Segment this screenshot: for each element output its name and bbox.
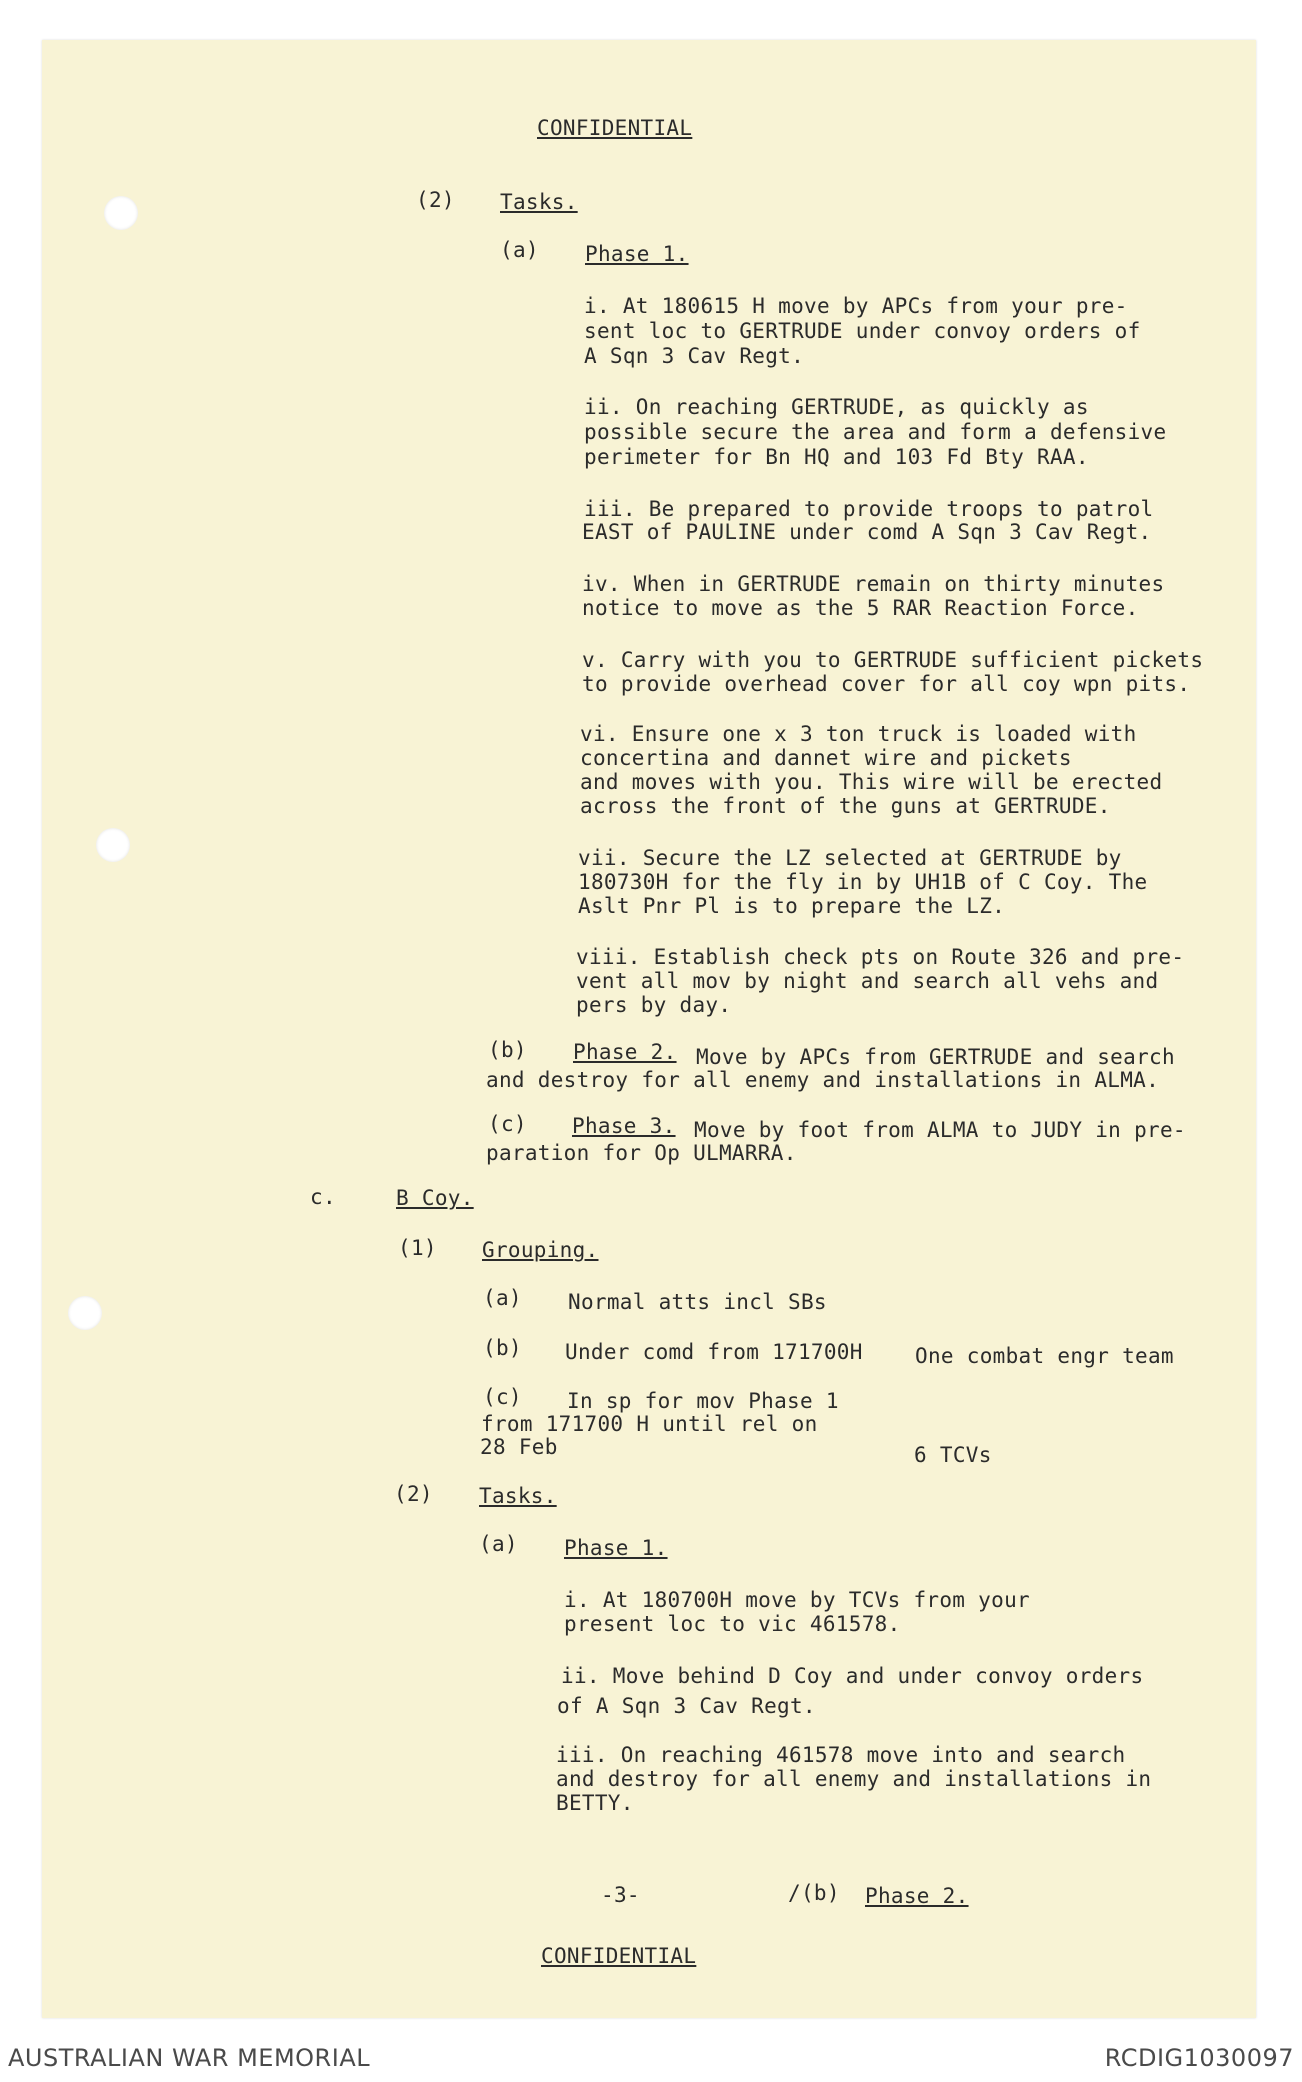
task-item-line: A Sqn 3 Cav Regt. <box>584 344 805 368</box>
task-item-line: iii. On reaching 461578 move into and search <box>556 1743 1126 1767</box>
b-tasks-number: (2) <box>394 1482 433 1506</box>
task-item-line: Aslt Pnr Pl is to prepare the LZ. <box>578 894 1006 918</box>
phase2-text: and destroy for all enemy and installations in ALMA. <box>486 1068 1160 1092</box>
phase1-heading: Phase 1. <box>585 242 689 266</box>
b-phase1-letter: (a) <box>479 1532 518 1556</box>
task-item-line: vent all mov by night and search all vehs and <box>576 969 1159 993</box>
task-item-line: viii. Establish check pts on Route 326 and pre- <box>576 945 1185 969</box>
grouping-a-text: Normal atts incl SBs <box>568 1290 827 1314</box>
phase2-letter: (b) <box>488 1038 527 1062</box>
punch-hole <box>68 1296 102 1330</box>
task-item-line: present loc to vic 461578. <box>564 1612 901 1636</box>
phase2-text: Move by APCs from GERTRUDE and search <box>696 1045 1175 1069</box>
classification-header: CONFIDENTIAL <box>537 116 693 140</box>
tasks-number: (2) <box>416 188 455 212</box>
grouping-c-value: 6 TCVs <box>914 1443 992 1467</box>
phase3-text: paration for Op ULMARRA. <box>486 1141 797 1165</box>
next-page-phase: Phase 2. <box>865 1884 969 1908</box>
task-item-line: vii. Secure the LZ selected at GERTRUDE by <box>578 846 1122 870</box>
grouping-c-text: In sp for mov Phase 1 <box>567 1389 839 1413</box>
punch-hole <box>96 828 130 862</box>
grouping-b-value: One combat engr team <box>915 1344 1174 1368</box>
punch-hole <box>104 196 138 230</box>
task-item-line: sent loc to GERTRUDE under convoy orders of <box>584 319 1141 343</box>
b-phase1-heading: Phase 1. <box>564 1536 668 1560</box>
task-item-line: vi. Ensure one x 3 ton truck is loaded with <box>580 722 1137 746</box>
phase3-heading: Phase 3. <box>572 1114 676 1138</box>
grouping-heading: Grouping. <box>482 1238 599 1262</box>
task-item-line: and destroy for all enemy and installations in <box>556 1767 1152 1791</box>
grouping-b-text: Under comd from 171700H <box>565 1340 863 1364</box>
task-item-line: i. At 180700H move by TCVs from your <box>564 1588 1030 1612</box>
grouping-c-text: from 171700 H until rel on <box>481 1412 818 1436</box>
grouping-c-letter: (c) <box>483 1385 522 1409</box>
task-item-line: i. At 180615 H move by APCs from your pre- <box>584 294 1128 318</box>
phase2-heading: Phase 2. <box>573 1040 677 1064</box>
task-item-line: across the front of the guns at GERTRUDE. <box>580 794 1111 818</box>
task-item-line: perimeter for Bn HQ and 103 Fd Bty RAA. <box>584 445 1089 469</box>
archive-name: AUSTRALIAN WAR MEMORIAL <box>8 2044 371 2072</box>
grouping-a-letter: (a) <box>483 1286 522 1310</box>
phase3-text: Move by foot from ALMA to JUDY in pre- <box>694 1118 1186 1142</box>
archive-id: RCDIG1030097 <box>1104 2044 1294 2072</box>
grouping-b-letter: (b) <box>483 1336 522 1360</box>
task-item-line: pers by day. <box>576 993 732 1017</box>
next-page-marker: /(b) <box>788 1881 840 1905</box>
task-item-line: ii. On reaching GERTRUDE, as quickly as <box>584 395 1089 419</box>
task-item-line: possible secure the area and form a defensive <box>584 420 1167 444</box>
task-item-line: and moves with you. This wire will be erected <box>580 770 1163 794</box>
b-coy-heading: B Coy. <box>396 1186 474 1210</box>
grouping-c-text: 28 Feb <box>480 1435 558 1459</box>
page-number: -3- <box>601 1883 640 1907</box>
task-item-line: notice to move as the 5 RAR Reaction Force. <box>582 596 1139 620</box>
task-item-line: 180730H for the fly in by UH1B of C Coy. The <box>578 870 1148 894</box>
task-item-line: ii. Move behind D Coy and under convoy orders <box>561 1664 1144 1688</box>
b-tasks-heading: Tasks. <box>479 1484 557 1508</box>
task-item-line: v. Carry with you to GERTRUDE sufficient pickets <box>582 648 1204 672</box>
phase1-letter: (a) <box>500 238 539 262</box>
phase3-letter: (c) <box>488 1112 527 1136</box>
classification-footer: CONFIDENTIAL <box>541 1944 697 1968</box>
section-letter: c. <box>310 1185 336 1209</box>
grouping-number: (1) <box>398 1236 437 1260</box>
task-item-line: concertina and dannet wire and pickets <box>580 746 1072 770</box>
task-item-line: EAST of PAULINE under comd A Sqn 3 Cav Regt. <box>582 520 1152 544</box>
tasks-heading: Tasks. <box>500 190 578 214</box>
task-item-line: BETTY. <box>556 1791 634 1815</box>
task-item-line: iv. When in GERTRUDE remain on thirty minutes <box>582 572 1165 596</box>
task-item-line: of A Sqn 3 Cav Regt. <box>557 1694 816 1718</box>
task-item-line: iii. Be prepared to provide troops to patrol <box>584 497 1154 521</box>
task-item-line: to provide overhead cover for all coy wpn pits. <box>582 672 1191 696</box>
